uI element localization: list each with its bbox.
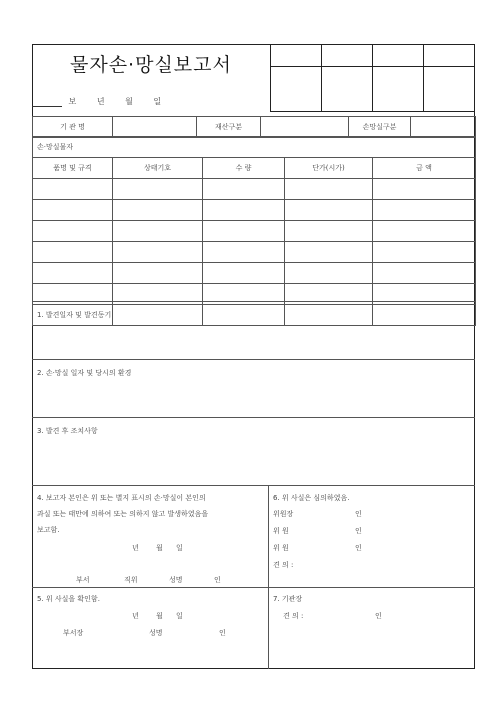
approval-box[interactable] [373,45,424,67]
s4-line3: 보고함. [37,526,60,534]
loss-type-field[interactable] [411,117,476,138]
col-header: 품명 및 규격 [33,158,113,179]
section-environment[interactable] [32,359,475,417]
divider [32,587,475,588]
table-row [33,200,476,221]
col-header: 상태기호 [113,158,203,179]
col-header: 금 액 [373,158,476,179]
table-row [33,179,476,200]
report-date: 보 년 월 일 [32,96,179,107]
approval-box[interactable] [322,67,373,112]
approval-box[interactable] [271,45,322,67]
s4-line2: 과실 또는 태만에 의하여 또는 의하지 않고 발생하였음을 [37,510,209,518]
agency-field[interactable] [113,117,197,138]
table-row [33,221,476,242]
table-row [33,263,476,284]
divider [268,485,269,669]
header-table [32,116,476,138]
approval-box[interactable] [424,45,475,67]
items-table [32,136,476,326]
col-header: 단가(시가) [285,158,373,179]
section-measures[interactable] [32,417,475,485]
table-row [33,242,476,263]
approval-box[interactable] [322,45,373,67]
approval-box[interactable] [424,67,475,112]
loss-type-label: 손망실구분 [349,117,411,138]
section-discovery[interactable] [32,301,475,359]
s4-line1: 4. 보고자 본인은 위 또는 별지 표시의 손·망실이 본인의 [37,494,206,502]
section-measures-label: 3. 발견 후 조치사항 [37,427,98,435]
loss-items-label: 손·망실물자 [33,137,476,158]
approval-box[interactable] [271,67,322,112]
date-blank[interactable] [32,106,62,107]
section-environment-label: 2. 손·망실 일자 및 당시의 환경 [37,369,132,377]
section-discovery-label: 1. 발견일자 및 발견동기 [37,311,112,319]
approval-box[interactable] [373,67,424,112]
s7-title: 7. 기관장 [273,595,303,603]
property-field[interactable] [261,117,349,138]
form-title: 물자손·망실보고서 [70,54,232,76]
s6-title: 6. 위 사실은 심의하였음. [273,494,350,502]
agency-label: 기 관 명 [33,117,113,138]
col-header: 수 량 [203,158,285,179]
approval-boxes [270,44,475,112]
s5-title: 5. 위 사실을 확인함. [37,595,100,603]
property-label: 재산구분 [197,117,261,138]
